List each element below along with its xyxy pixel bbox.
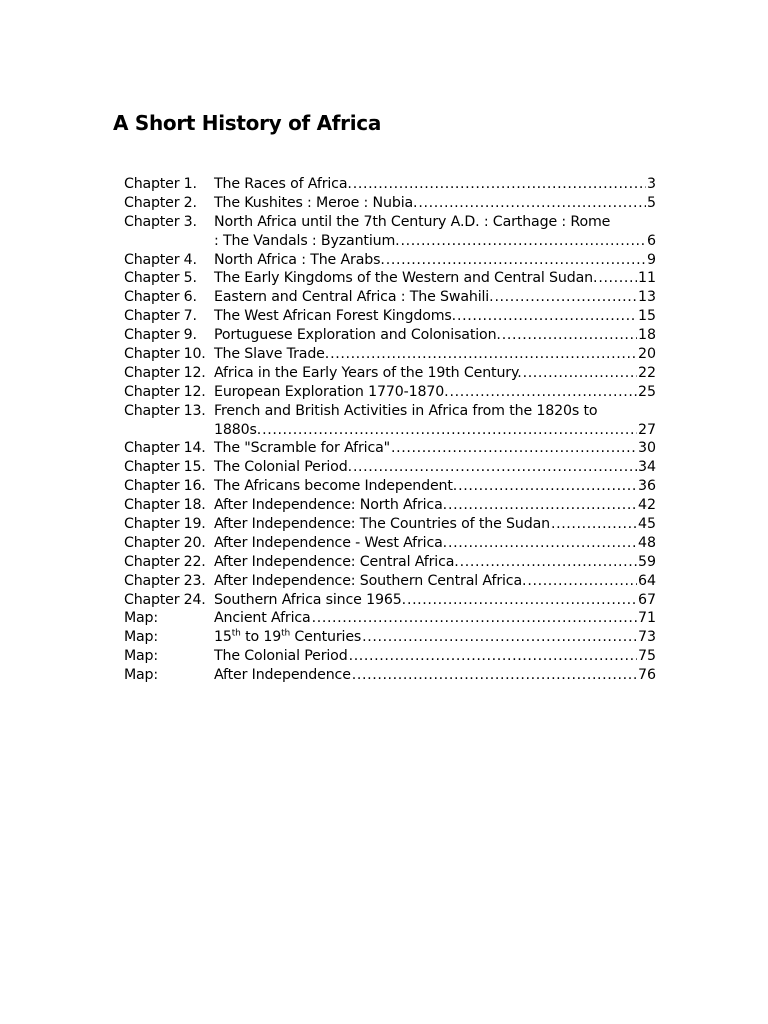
toc-page-number: 30: [637, 440, 656, 457]
toc-entry: [124, 553, 656, 572]
toc-label: Chapter 20.: [124, 534, 206, 551]
toc-label: Chapter 2.: [124, 194, 197, 211]
toc-page-number: 11: [637, 270, 656, 287]
toc-leader-dots: [527, 572, 637, 591]
toc-entry: [124, 269, 656, 288]
toc-label: Chapter 24.: [124, 591, 206, 608]
toc-page-number: 42: [637, 497, 656, 514]
toc-leader-dots: [352, 666, 637, 685]
toc-leader-dots: [391, 439, 637, 458]
toc-leader-dots: [330, 345, 637, 364]
toc-title-part: to 19: [240, 629, 282, 646]
toc-entry: [124, 458, 656, 477]
toc-leader-dots: [353, 175, 646, 194]
toc-label: Chapter 16.: [124, 478, 206, 495]
toc-entry: [124, 307, 656, 326]
toc-entry: [124, 647, 656, 666]
toc-leader-dots: [460, 553, 637, 572]
toc-entry: [124, 666, 656, 685]
toc-label: Map:: [124, 667, 158, 684]
toc-title: After Independence: Central Africa.: [214, 553, 459, 570]
toc-title: Africa in the Early Years of the 19th Century.: [214, 364, 522, 381]
toc-label: Chapter 4.: [124, 251, 197, 268]
toc-leader-dots: [502, 326, 637, 345]
toc-title: The Africans become Independent.: [214, 478, 458, 495]
toc-label: Map:: [124, 629, 158, 646]
toc-title: After Independence: North Africa.: [214, 497, 447, 514]
toc-title: The Colonial Period: [214, 648, 348, 665]
toc-entry: [124, 591, 656, 610]
toc-page-number: 64: [637, 572, 656, 589]
toc-leader-dots: [262, 421, 637, 440]
toc-entry: [124, 345, 656, 364]
toc-page-number: 20: [637, 346, 656, 363]
toc-page-number: 5: [646, 194, 656, 211]
toc-leader-dots: [598, 269, 637, 288]
toc-title: : The Vandals : Byzantium.: [214, 232, 400, 249]
toc-title: After Independence: Southern Central Africa.: [214, 572, 527, 589]
toc-title: The West African Forest Kingdoms.: [214, 308, 456, 325]
toc-label: Chapter 10.: [124, 346, 206, 363]
toc-leader-dots: [407, 591, 637, 610]
toc-entry: [124, 175, 656, 194]
toc-page-number: 6: [646, 232, 656, 249]
toc-leader-dots: [551, 515, 637, 534]
toc-leader-dots: [448, 534, 637, 553]
toc-leader-dots: [353, 458, 637, 477]
toc-leader-dots: [458, 477, 637, 496]
toc-title: French and British Activities in Africa from the 1820s to: [214, 402, 598, 419]
toc-title: North Africa until the 7th Century A.D. : Carthage : Rome: [214, 213, 611, 230]
toc-label: Chapter 14.: [124, 440, 206, 457]
toc-leader-dots: [449, 383, 636, 402]
toc-page-number: 76: [637, 667, 656, 684]
toc-page-number: 13: [637, 289, 656, 306]
toc-leader-dots: [362, 628, 637, 647]
toc-label: Chapter 5.: [124, 270, 197, 287]
toc-label: Chapter 7.: [124, 308, 197, 325]
toc-title-part: Centuries: [290, 629, 362, 646]
toc-label: Chapter 3.: [124, 213, 197, 230]
toc-title: Portuguese Exploration and Colonisation.: [214, 327, 501, 344]
toc-page-number: 45: [637, 516, 656, 533]
toc-title: Eastern and Central Africa : The Swahili.: [214, 289, 494, 306]
toc-title: After Independence: [214, 667, 351, 684]
toc-label: Chapter 6.: [124, 289, 197, 306]
toc-entry: [124, 534, 656, 553]
toc-title-superscript: th: [231, 628, 241, 639]
toc-label: Map:: [124, 610, 158, 627]
toc-label: Chapter 22.: [124, 553, 206, 570]
toc-page-number: 3: [646, 176, 656, 192]
toc-entry: [124, 515, 656, 534]
toc-page-number: 48: [637, 534, 656, 551]
toc-page-number: 27: [637, 421, 656, 438]
toc-page-number: 67: [637, 591, 656, 608]
toc-title: The Races of Africa.: [214, 176, 352, 192]
toc-leader-dots: [494, 288, 637, 307]
toc-page-number: 22: [637, 364, 656, 381]
toc-title: The Slave Trade.: [214, 346, 330, 363]
toc-page-number: 59: [637, 553, 656, 570]
toc-page-number: 9: [646, 251, 656, 268]
toc-label: Chapter 18.: [124, 497, 206, 514]
toc-entry: [124, 572, 656, 591]
toc-page-number: 18: [637, 327, 656, 344]
table-of-contents: [124, 175, 656, 685]
toc-entry: [124, 288, 656, 307]
toc-title: Southern Africa since 1965.: [214, 591, 406, 608]
toc-page-number: 34: [637, 459, 656, 476]
toc-title: The "Scramble for Africa": [214, 440, 391, 457]
toc-label: Chapter 13.: [124, 402, 206, 419]
toc-title: The Colonial Period.: [214, 459, 352, 476]
toc-title: Ancient Africa: [214, 610, 311, 627]
toc-entry: [124, 383, 656, 402]
toc-label: Chapter 12.: [124, 383, 206, 400]
toc-page-number: 71: [637, 610, 656, 627]
toc-entry: [124, 251, 656, 270]
toc-page-number: 75: [637, 648, 656, 665]
toc-leader-dots: [457, 307, 637, 326]
toc-page-number: 36: [637, 478, 656, 495]
toc-entry: [124, 439, 656, 458]
toc-entry: [124, 194, 656, 213]
toc-leader-dots: [523, 364, 637, 383]
toc-label: Map:: [124, 648, 158, 665]
toc-entry: [124, 628, 656, 647]
toc-leader-dots: [386, 251, 646, 270]
toc-title: The Kushites : Meroe : Nubia.: [214, 194, 418, 211]
toc-title-part: 15: [214, 629, 232, 646]
toc-label: Chapter 19.: [124, 516, 206, 533]
toc-title-superscript: th: [281, 628, 291, 639]
toc-title: European Exploration 1770-1870.: [214, 383, 449, 400]
toc-label: Chapter 9.: [124, 327, 197, 344]
toc-label: Chapter 23.: [124, 572, 206, 589]
toc-page-number: 73: [637, 629, 656, 646]
toc-entry: [124, 402, 656, 440]
toc-title: 1880s.: [214, 421, 262, 438]
toc-entry: [124, 477, 656, 496]
toc-page-number: 25: [637, 383, 656, 400]
toc-leader-dots: [401, 232, 646, 251]
toc-entry: [124, 609, 656, 628]
toc-page-number: 15: [637, 308, 656, 325]
toc-title: After Independence: The Countries of the Sudan: [214, 516, 550, 533]
toc-entry: [124, 326, 656, 345]
toc-label: Chapter 15.: [124, 459, 206, 476]
toc-entry: [124, 496, 656, 515]
toc-title: North Africa : The Arabs.: [214, 251, 385, 268]
toc-entry: [124, 213, 656, 251]
toc-entry: [124, 364, 656, 383]
toc-leader-dots: [418, 194, 646, 213]
toc-title: [214, 628, 361, 647]
toc-leader-dots: [312, 609, 637, 628]
toc-leader-dots: [448, 496, 637, 515]
toc-label: Chapter 1.: [124, 176, 197, 192]
toc-label: Chapter 12.: [124, 364, 206, 381]
toc-title: The Early Kingdoms of the Western and Central Sudan.: [214, 270, 598, 287]
toc-leader-dots: [349, 647, 637, 666]
toc-title: After Independence - West Africa.: [214, 534, 448, 551]
document-title: A Short History of Africa: [113, 111, 382, 135]
